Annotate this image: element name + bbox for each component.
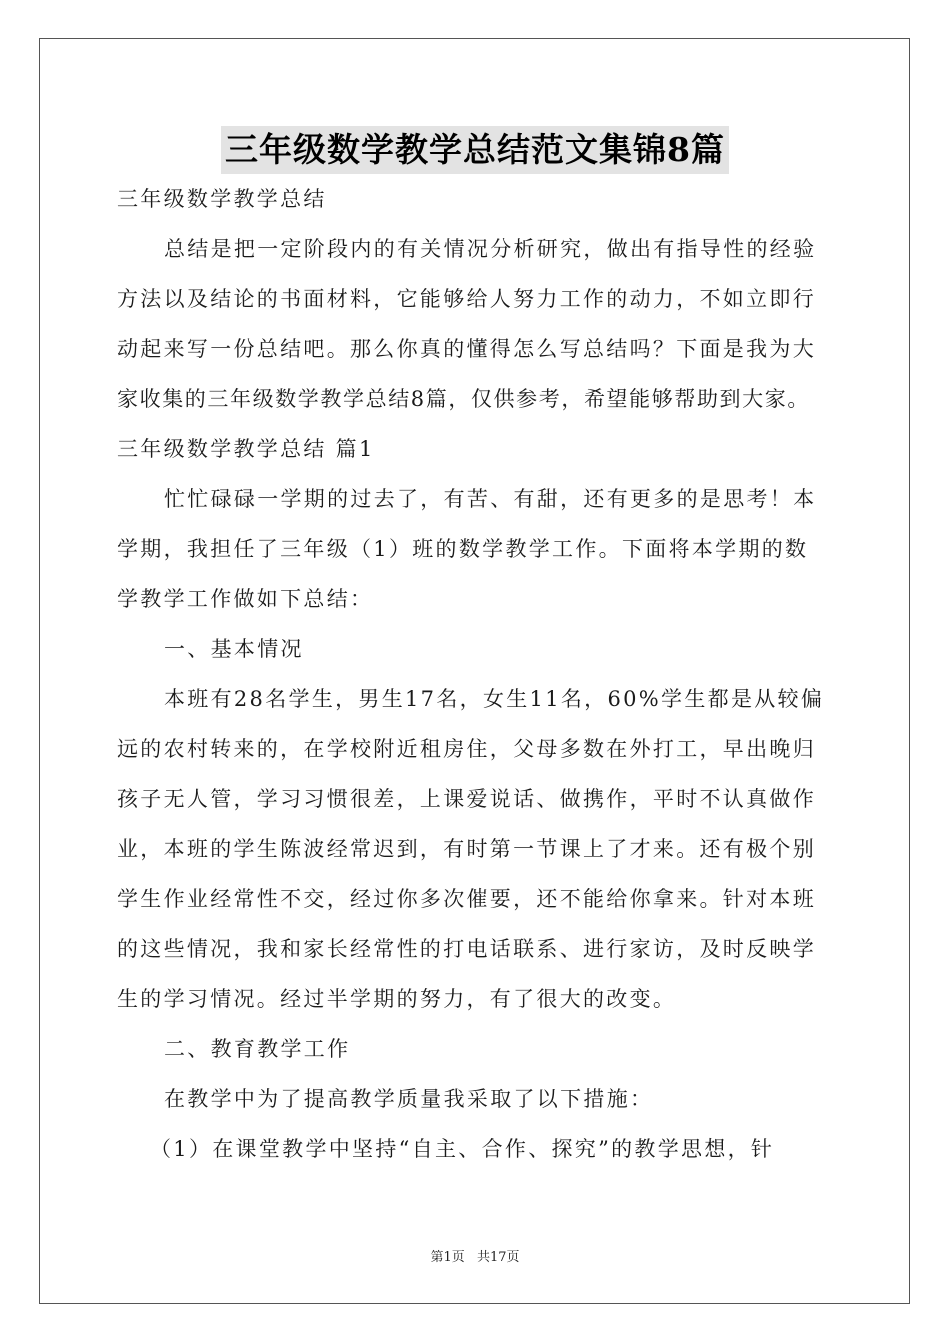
paragraph-line: 动起来写一份总结吧。那么你真的懂得怎么写总结吗？下面是我为大 [117,337,816,361]
page-border [39,38,910,1304]
subsection-heading: 一、基本情况 [164,637,304,661]
title-container [0,126,950,174]
page-footer [0,1246,950,1265]
page-total: 共17页 [476,1250,520,1265]
paragraph-line: 学期，我担任了三年级（1）班的数学教学工作。下面将本学期的数 [117,537,809,561]
paragraph-line: 学教学工作做如下总结： [117,587,374,611]
paragraph-line: 孩子无人管，学习习惯很差，上课爱说话、做携作，平时不认真做作 [117,787,816,811]
section-heading: 三年级数学教学总结 [117,187,327,211]
subsection-heading: 二、教育教学工作 [164,1037,351,1061]
paragraph-line: 生的学习情况。经过半学期的努力，有了很大的改变。 [117,987,677,1011]
paragraph-line: （1）在课堂教学中坚持“自主、合作、探究”的教学思想，针 [150,1137,775,1161]
page-number: 第1页 [430,1250,465,1265]
paragraph-line: 业，本班的学生陈波经常迟到，有时第一节课上了才来。还有极个别 [117,837,816,861]
paragraph-line: 忙忙碌碌一学期的过去了，有苦、有甜，还有更多的是思考！本 [164,487,817,511]
paragraph-line: 远的农村转来的，在学校附近租房住，父母多数在外打工，早出晚归 [117,737,816,761]
paragraph-line: 方法以及结论的书面材料，它能够给人努力工作的动力，不如立即行 [117,287,816,311]
paragraph-line: 本班有28名学生，男生17名，女生11名，60%学生都是从较偏 [164,687,825,711]
paragraph-line: 学生作业经常性不交，经过你多次催要，还不能给你拿来。针对本班 [117,887,816,911]
paragraph-line: 家收集的三年级数学教学总结8篇，仅供参考，希望能够帮助到大家。 [117,387,810,411]
paragraph-line: 总结是把一定阶段内的有关情况分析研究，做出有指导性的经验 [164,237,817,261]
section-heading: 三年级数学教学总结 篇1 [117,437,375,461]
paragraph-line: 的这些情况，我和家长经常性的打电话联系、进行家访，及时反映学 [117,937,816,961]
document-title: 三年级数学教学总结范文集锦8篇 [221,126,729,174]
paragraph-line: 在教学中为了提高教学质量我采取了以下措施： [164,1087,654,1111]
